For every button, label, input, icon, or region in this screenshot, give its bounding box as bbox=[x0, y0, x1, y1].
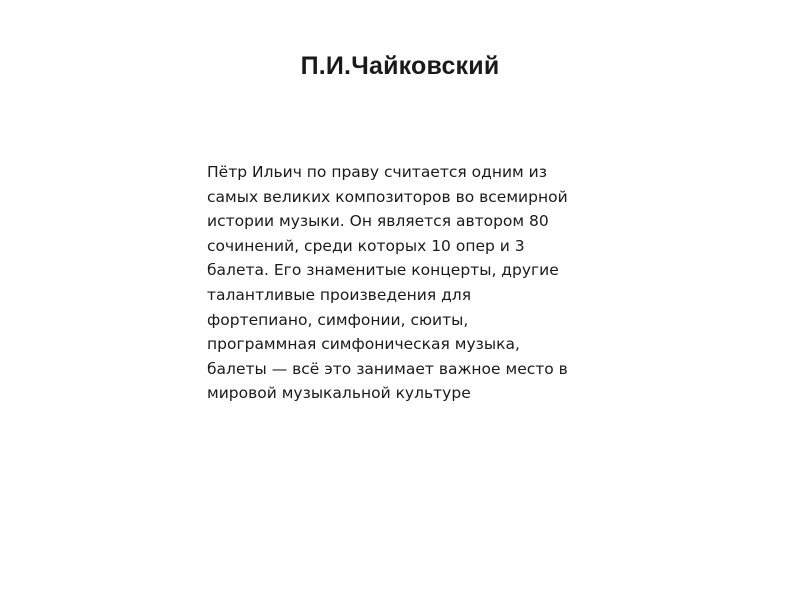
slide-body-paragraph bbox=[207, 160, 592, 406]
paragraph-line: Пётр Ильич по праву считается одним из bbox=[207, 163, 547, 181]
paragraph-line: балеты — всё это занимает важное место в bbox=[207, 359, 568, 378]
paragraph-line: мировой музыкальной культуре bbox=[207, 384, 471, 403]
slide-title: П.И.Чайковский bbox=[300, 52, 500, 80]
paragraph-line: программная симфоническая музыка, bbox=[207, 335, 520, 354]
paragraph-line: талантливые произведения для bbox=[207, 285, 472, 304]
paragraph-line: балета. Его знаменитые концерты, другие bbox=[207, 261, 559, 280]
paragraph-line: истории музыки. Он является автором 80 bbox=[207, 212, 549, 231]
paragraph-line: фортепиано, симфонии, сюиты, bbox=[207, 310, 469, 329]
paragraph-line: самых великих композиторов во всемирной bbox=[207, 187, 568, 206]
paragraph-line: сочинений, среди которых 10 опер и 3 bbox=[207, 236, 525, 255]
